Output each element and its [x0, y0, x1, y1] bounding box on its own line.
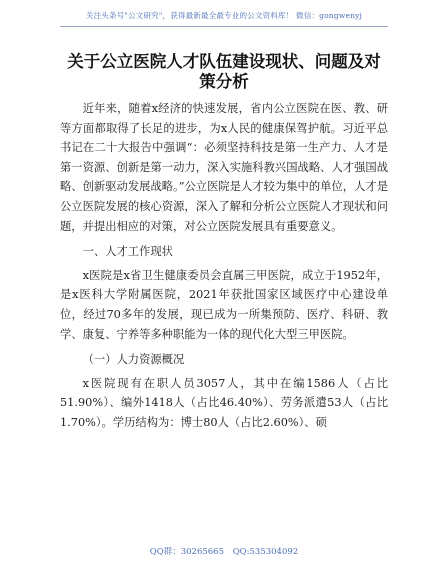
section-heading: 一、人才工作现状 — [82, 245, 173, 259]
document-title: 关于公立医院人才队伍建设现状、问题及对策分析 — [67, 52, 381, 91]
document-body — [60, 99, 388, 433]
subsection-heading: （一）人力资源概况 — [82, 353, 185, 367]
subsection-paragraph: x医院现有在职人员3057人，其中在编1586人（占比51.90%）、编外1418人（占比46.40%）、劳务派遣53人（占比1.70%）。学历结构为：博士80人（占比2.60%）、硕 — [60, 376, 388, 429]
header-promo-note: 关注头条号"公文研究"，获得最新最全最专业的公文资料库！ 微信：gongwenyj — [85, 11, 363, 20]
header-divider — [60, 26, 388, 27]
section-paragraph: x医院是x省卫生健康委员会直属三甲医院，成立于1952年，是x医科大学附属医院，2021年获批国家区域医疗中心建设单位，经过70多年的发展，现已成为一所集预防、医疗、科研、教学、康复、宁养等多种职能为一体的现代化大型三甲医院。 — [60, 268, 388, 341]
intro-paragraph: 近年来，随着x经济的快速发展，省内公立医院在医、教、研等方面都取得了长足的进步，为x人民的健康保驾护航。习近平总书记在二十大报告中强调“：必须坚持科技是第一生产力、人才是第一资源、创新是第一动力，深入实施科教兴国战略、人才强国战略、创新驱动发展战略。”公立医院是人才较为集中的单位，人才是公立医院发展的核心资源，深入了解和分析公立医院人才现状和问题，并提出相应的对策，对公立医院发展具有重要意义。 — [60, 102, 388, 233]
footer-contact-note: QQ群：30265665 QQ:535304092 — [149, 547, 299, 557]
